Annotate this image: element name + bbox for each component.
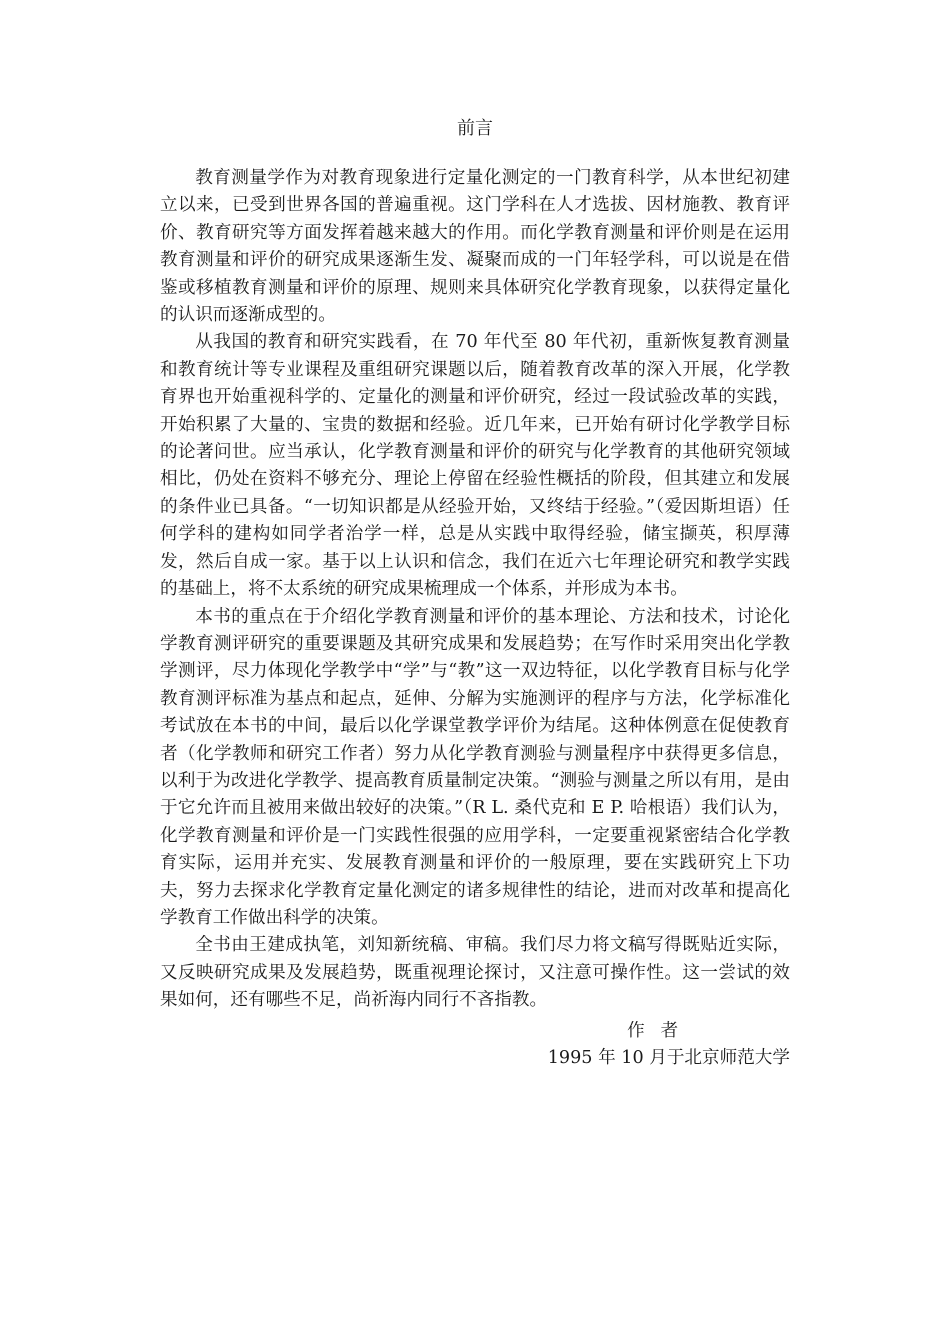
signature-author: 作者 — [627, 1021, 694, 1041]
paragraph-2: 从我国的教育和研究实践看，在 70 年代至 80 年代初，重新恢复教育测量和教育统计等专业课程及重组研究课题以后，随着教育改革的深入开展，化学教育界也开始重视科学的、定量化的测量和评价研究，经过一段试验改革的实践，开始积累了大量的、宝贵的数据和经验。近几年来，已开始有研讨化学教学目标的论著问世。应当承认，化学教育测量和评价的研究与化学教育的其他研究领域相比，仍处在资料不够充分、理论上停留在经验性概括的阶段，但其建立和发展的条件业已具备。“一切知识都是从经验开始，又终结于经验。”（爱因斯坦语）任何学科的建构如同学者治学一样，总是从实践中取得经验，储宝撷英，积厚薄发，然后自成一家。基于以上认识和信念，我们在近六七年理论研究和教学实践的基础上，将不太系统的研究成果梳理成一个体系，并形成为本书。 — [160, 332, 790, 600]
signature-date: 1995 年 10 月于北京师范大学 — [547, 1048, 790, 1069]
paragraph-3: 本书的重点在于介绍化学教育测量和评价的基本理论、方法和技术，讨论化学教育测评研究的重要课题及其研究成果和发展趋势；在写作时采用突出化学教学测评，尽力体现化学教学中“学”与“教”这一双边特征，以化学教育目标与化学教育测评标准为基点和起点，延伸、分解为实施测评的程序与方法，化学标准化考试放在本书的中间，最后以化学课堂教学评价为结尾。这种体例意在促使教育者（化学教师和研究工作者）努力从化学教育测验与测量程序中获得更多信息，以利于为改进化学教学、提高教育质量制定决策。“测验与测量之所以有用，是由于它允许而且被用来做出较好的决策。”（R L. 桑代克和 E P. 哈根语）我们认为，化学教育测量和评价是一门实践性很强的应用学科，一定要重视紧密结合化学教育实际，运用并充实、发展教育测量和评价的一般原理，要在实践研究上下功夫，努力去探求化学教育定量化测定的诸多规律性的结论，进而对改革和提高化学教育工作做出科学的决策。 — [160, 606, 790, 928]
paragraph-4: 全书由王建成执笔，刘知新统稿、审稿。我们尽力将文稿写得既贴近实际，又反映研究成果及发展趋势，既重视理论探讨，又注意可操作性。这一尝试的效果如何，还有哪些不足，尚祈海内同行不吝指教。 — [160, 935, 790, 1011]
preface-body — [160, 165, 790, 1015]
signature-block — [548, 1018, 790, 1073]
paragraph-1: 教育测量学作为对教育现象进行定量化测定的一门教育科学，从本世纪初建立以来，已受到世界各国的普遍重视。这门学科在人才选拔、因材施教、教育评价、教育研究等方面发挥着越来越大的作用。而化学教育测量和评价则是在运用教育测量和评价的研究成果逐渐生发、凝聚而成的一门年轻学科，可以说是在借鉴或移植教育测量和评价的原理、规则来具体研究化学教育现象，以获得定量化的认识而逐渐成型的。 — [160, 168, 790, 326]
page-title: 前言 — [457, 118, 493, 139]
